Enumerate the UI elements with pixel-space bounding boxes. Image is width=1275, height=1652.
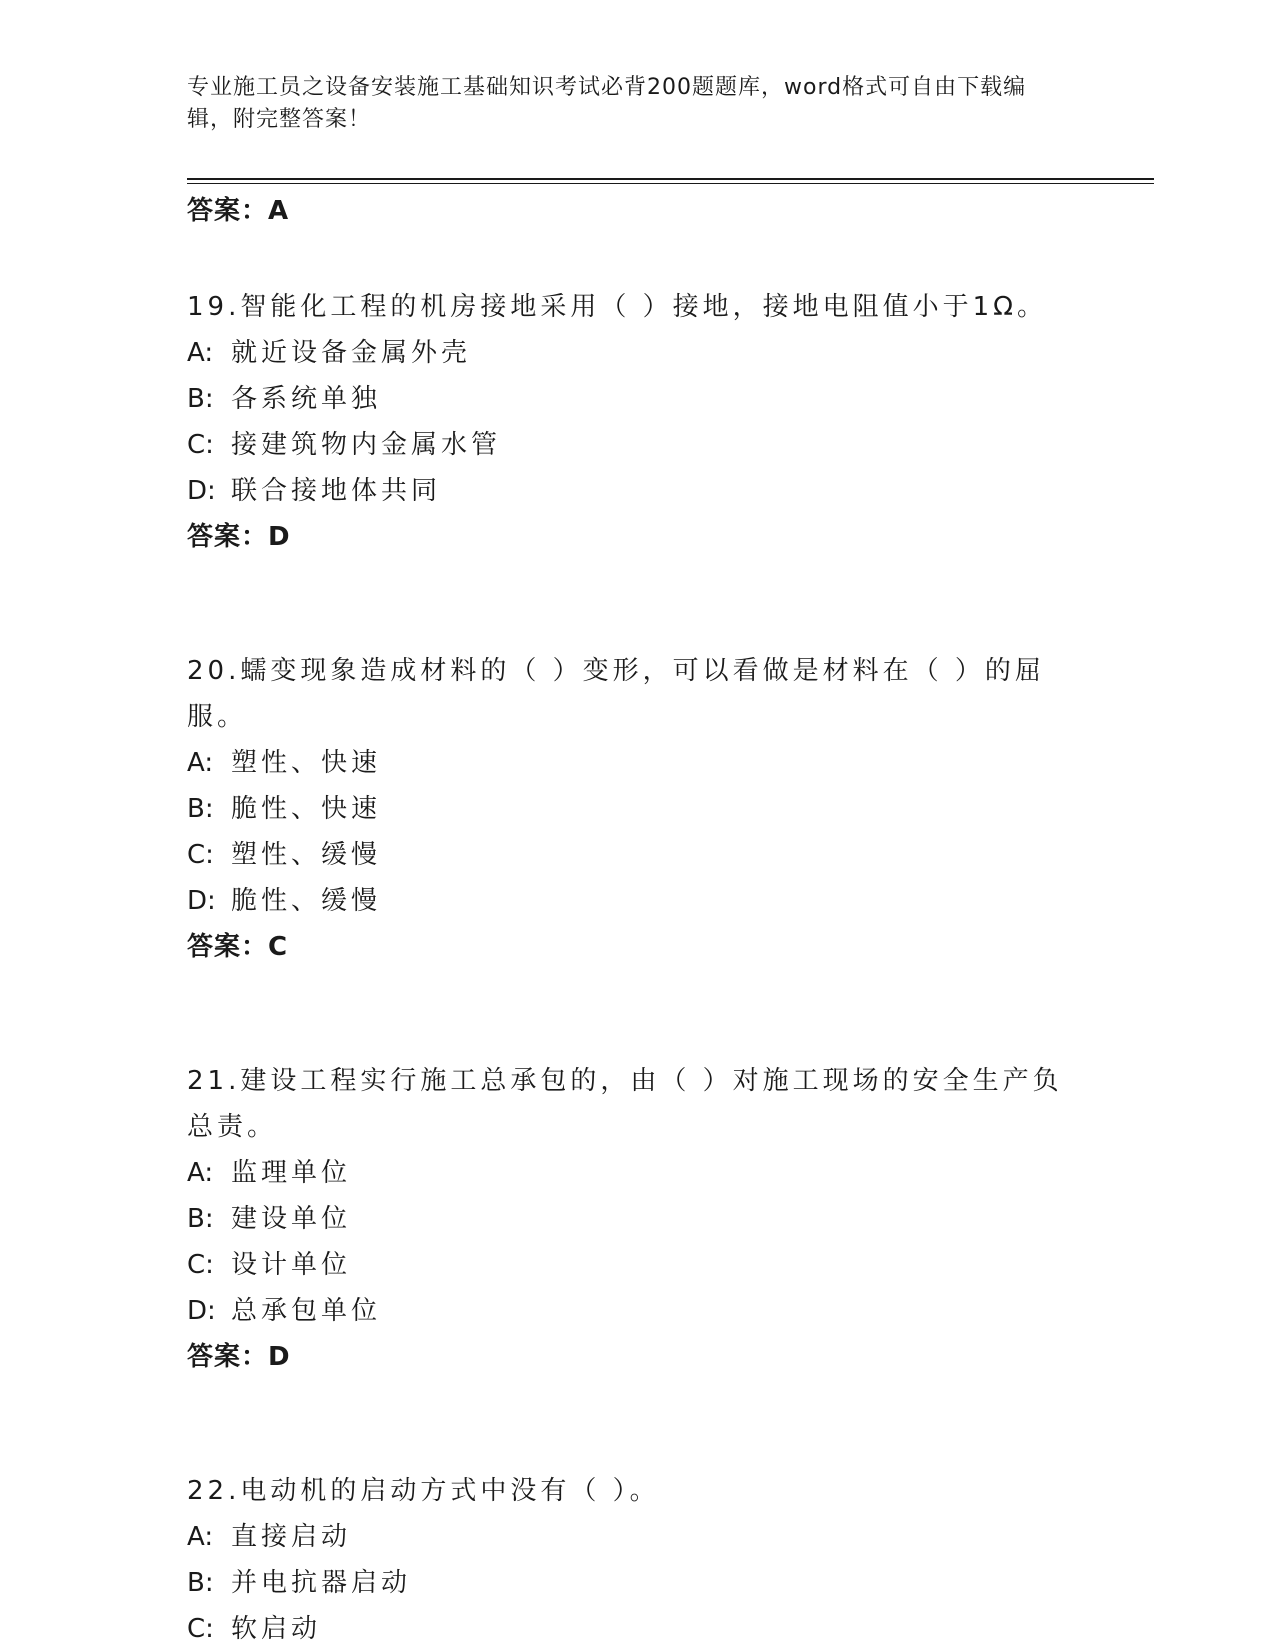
option-letter: B: xyxy=(187,384,214,414)
previous-answer: 答案：A xyxy=(187,196,290,226)
option-c xyxy=(187,832,1087,878)
option-letter: A: xyxy=(187,748,214,778)
option-text: 软启动 xyxy=(231,1614,322,1644)
question-text: 20.蠕变现象造成材料的（ ）变形，可以看做是材料在（ ）的屈服。 xyxy=(187,656,1045,732)
option-c xyxy=(187,1242,1087,1288)
option-d xyxy=(187,878,1087,924)
option-text: 脆性、缓慢 xyxy=(231,886,382,916)
option-text: 并电抗器启动 xyxy=(231,1568,412,1598)
option-a xyxy=(187,740,1087,786)
option-b xyxy=(187,1196,1087,1242)
option-d xyxy=(187,468,1087,514)
option-text: 塑性、缓慢 xyxy=(231,840,382,870)
question-block xyxy=(187,648,1087,970)
option-text: 就近设备金属外壳 xyxy=(231,338,472,368)
document-content xyxy=(187,188,1087,1652)
option-letter: B: xyxy=(187,1568,214,1598)
option-b xyxy=(187,786,1087,832)
answer-line: 答案：C xyxy=(187,932,289,962)
option-d xyxy=(187,1288,1087,1334)
question-block xyxy=(187,1058,1087,1380)
header-rule-thick xyxy=(187,178,1154,180)
option-text: 直接启动 xyxy=(231,1522,352,1552)
option-text: 联合接地体共同 xyxy=(231,476,442,506)
option-text: 监理单位 xyxy=(231,1158,352,1188)
header-rule-thin xyxy=(187,183,1154,184)
option-text: 脆性、快速 xyxy=(231,794,382,824)
option-letter: C: xyxy=(187,840,214,870)
answer-line: 答案：D xyxy=(187,522,291,552)
question-block xyxy=(187,284,1087,560)
option-letter: B: xyxy=(187,794,214,824)
option-a xyxy=(187,330,1087,376)
question-block xyxy=(187,1468,1087,1652)
option-letter: C: xyxy=(187,430,214,460)
option-letter: A: xyxy=(187,1522,214,1552)
option-a xyxy=(187,1150,1087,1196)
option-text: 总承包单位 xyxy=(231,1296,382,1326)
document-header: 专业施工员之设备安装施工基础知识考试必背200题题库，word格式可自由下载编辑，附完整答案！ xyxy=(187,75,1027,132)
option-c xyxy=(187,422,1087,468)
option-text: 接建筑物内金属水管 xyxy=(231,430,502,460)
option-text: 各系统单独 xyxy=(231,384,382,414)
answer-line: 答案：D xyxy=(187,1342,291,1372)
option-b xyxy=(187,376,1087,422)
question-text: 19.智能化工程的机房接地采用（ ）接地，接地电阻值小于1Ω。 xyxy=(187,292,1048,322)
option-letter: C: xyxy=(187,1614,214,1644)
option-b xyxy=(187,1560,1087,1606)
option-letter: B: xyxy=(187,1204,214,1234)
option-a xyxy=(187,1514,1087,1560)
option-letter: C: xyxy=(187,1250,214,1280)
option-letter: D: xyxy=(187,476,216,506)
option-text: 设计单位 xyxy=(231,1250,352,1280)
option-letter: A: xyxy=(187,1158,214,1188)
question-text: 22.电动机的启动方式中没有（ ）。 xyxy=(187,1476,660,1506)
option-c xyxy=(187,1606,1087,1652)
option-letter: A: xyxy=(187,338,214,368)
option-letter: D: xyxy=(187,886,216,916)
option-text: 塑性、快速 xyxy=(231,748,382,778)
option-text: 建设单位 xyxy=(231,1204,352,1234)
option-letter: D: xyxy=(187,1296,216,1326)
question-text: 21.建设工程实行施工总承包的，由（ ）对施工现场的安全生产负总责。 xyxy=(187,1066,1063,1142)
